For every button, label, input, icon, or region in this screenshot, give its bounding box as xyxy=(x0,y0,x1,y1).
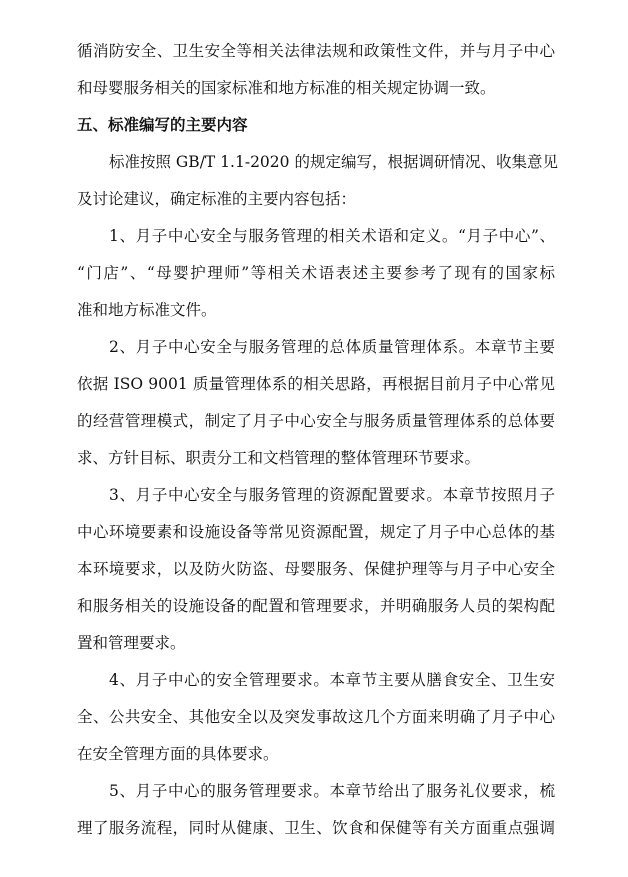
paragraph-line: 标准按照 GB/T 1.1-2020 的规定编写，根据调研情况、收集意见 xyxy=(109,153,558,171)
paragraph-line: “门店”、“母婴护理师”等相关术语表述主要参考了现有的国家标 xyxy=(77,264,555,282)
paragraph-line: 1、月子中心安全与服务管理的相关术语和定义。“月子中心”、 xyxy=(109,227,555,245)
intro-line-1: 循消防安全、卫生安全等相关法律法规和政策性文件，并与月子中心 xyxy=(77,42,555,60)
paragraph-line: 本环境要求，以及防火防盗、母婴服务、保健护理等与月子中心安全 xyxy=(77,560,555,578)
paragraph-line: 准和地方标准文件。 xyxy=(77,301,217,319)
paragraph-line: 3、月子中心安全与服务管理的资源配置要求。本章节按照月子 xyxy=(109,486,555,504)
paragraph-line: 置和管理要求。 xyxy=(77,634,186,652)
paragraph-line: 及讨论建议，确定标准的主要内容包括： xyxy=(77,190,357,208)
paragraph-line: 5、月子中心的服务管理要求。本章节给出了服务礼仪要求，梳 xyxy=(109,782,555,800)
paragraph-line: 中心环境要素和设施设备等常见资源配置，规定了月子中心总体的基 xyxy=(77,523,555,541)
paragraph-line: 和服务相关的设施设备的配置和管理要求，并明确服务人员的架构配 xyxy=(77,597,555,615)
section-heading: 五、标准编写的主要内容 xyxy=(77,116,248,134)
paragraph-line: 2、月子中心安全与服务管理的总体质量管理体系。本章节主要 xyxy=(109,338,555,356)
paragraph-line: 在安全管理方面的具体要求。 xyxy=(77,745,279,763)
paragraph-line: 的经营管理模式，制定了月子中心安全与服务质量管理体系的总体要 xyxy=(77,412,555,430)
paragraph-line: 求、方针目标、职责分工和文档管理的整体管理环节要求。 xyxy=(77,449,481,467)
paragraph-line: 全、公共安全、其他安全以及突发事故这几个方面来明确了月子中心 xyxy=(77,708,555,726)
paragraph-line: 理了服务流程，同时从健康、卫生、饮食和保健等有关方面重点强调 xyxy=(77,819,555,837)
paragraph-line: 依据 ISO 9001 质量管理体系的相关思路，再根据目前月子中心常见 xyxy=(77,375,555,393)
intro-line-2: 和母婴服务相关的国家标准和地方标准的相关规定协调一致。 xyxy=(77,79,496,97)
paragraph-line: 4、月子中心的安全管理要求。本章节主要从膳食安全、卫生安 xyxy=(109,671,555,689)
